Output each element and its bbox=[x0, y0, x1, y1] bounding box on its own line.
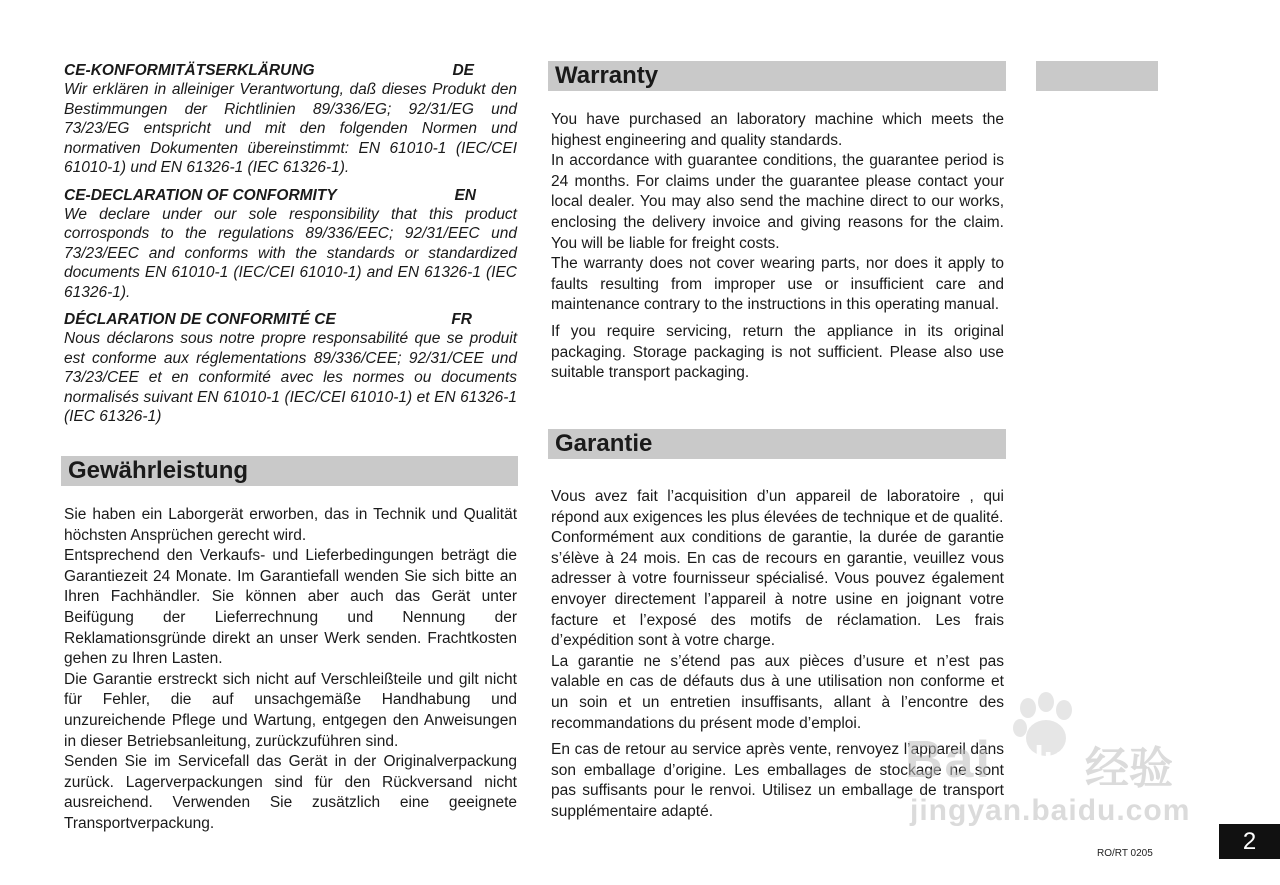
page-number: 2 bbox=[1219, 824, 1280, 859]
declaration-lang: EN bbox=[454, 186, 476, 204]
declaration-lang: DE bbox=[452, 62, 474, 79]
warranty-paragraph: You have purchased an laboratory machine which meets the highest engineering and quality standards. bbox=[551, 111, 1004, 149]
warranty-paragraph: If you require servicing, return the appliance in its original packaging. Storage packaging is not sufficient. Please also use suitable transport packaging. bbox=[551, 322, 1004, 382]
warranty-body bbox=[551, 110, 1004, 384]
watermark-url: jingyan.baidu.com bbox=[910, 794, 1191, 827]
watermark-du: du bbox=[1023, 740, 1065, 778]
declaration-text: Nous déclarons sous notre propre responsabilité que se produit est conforme aux réglementations 89/336/CEE; 92/31/CEE und 73/23/CEE et en conformité avec les normes ou documents normalisés suivant EN 61010-1 (IEC/CEI 61010-1) et EN 61326-1 (IEC 61326-1) bbox=[64, 330, 517, 425]
declaration-title: CE-KONFORMITÄTSERKLÄRUNG bbox=[64, 62, 315, 79]
gewaehrleistung-heading: Gewährleistung bbox=[61, 456, 518, 486]
garantie-heading: Garantie bbox=[548, 429, 1006, 459]
gewaehrleistung-body bbox=[64, 505, 517, 835]
blank-header-bar bbox=[1036, 61, 1158, 91]
declaration-title: CE-DECLARATION OF CONFORMITY bbox=[64, 186, 337, 204]
gewaehrleistung-paragraph: Senden Sie im Servicefall das Gerät in der Originalverpackung zurück. Lagerverpackungen sind für den Rückversand nicht ausreichend. Verwenden Sie zusätzlich eine geeignete Transportverpackung. bbox=[64, 753, 517, 832]
watermark-cn: 经验 bbox=[1085, 744, 1173, 793]
warranty-paragraph: In accordance with guarantee conditions, the guarantee period is 24 months. For claims under the guarantee please contact your local dealer. You may also send the machine direct to our works, enclosing the delivery invoice and giving reasons for the claim. You will be liable for freight costs. bbox=[551, 152, 1004, 252]
gewaehrleistung-paragraph: Entsprechend den Verkaufs- und Lieferbedingungen beträgt die Garantiezeit 24 Monate. Im Garantiefall wenden Sie sich bitte an Ihren Fachhändler. Sie können aber auch das Gerät unter Beifügung der Lieferrechnung und Nennung der Reklamationsgründe direkt an unser Werk senden. Frachtkosten gehen zu Ihren Lasten. bbox=[64, 547, 517, 668]
gewaehrleistung-paragraph: Sie haben ein Laborgerät erworben, das in Technik und Qualität höchsten Ansprüchen gerecht wird. bbox=[64, 506, 517, 544]
warranty-paragraph: The warranty does not cover wearing parts, nor does it apply to faults resulting from improper use or insufficient care and maintenance contrary to the instructions in this operating manual. bbox=[551, 255, 1004, 314]
declaration-text: Wir erklären in alleiniger Verantwortung, daß dieses Produkt den Bestimmungen der Richtlinien 89/336/EG; 92/31/EG und 73/23/EG entspricht und mit den folgenden Normen und normativen Dokumenten übereinstimmt: EN 61010-1 (IEC/CEI 61010-1) und EN 61326-1 (IEC 61326-1). bbox=[64, 81, 517, 176]
declaration-title: DÉCLARATION DE CONFORMITÉ CE bbox=[64, 311, 336, 328]
declaration-text: We declare under our sole responsibility that this product corrosponds to the regulations 89/336/EEC; 92/31/EEC und 73/23/EEC and conforms with the standards or standardized documents EN 61010-1 (IEC/CEI 61010-1) and EN 61326-1 (IEC 61326-1). bbox=[64, 205, 517, 301]
garantie-paragraph: En cas de retour au service après vente, renvoyez l’appareil dans son emballage d’origine. Les emballages de stockage ne sont pas suffisants pour le renvoi. Utilisez un emballage de transport supplémentaire adapté. bbox=[551, 741, 1004, 820]
garantie-paragraph: Conformément aux conditions de garantie, la durée de garantie s’élève à 24 mois. En cas de recours en garantie, veuillez vous adresser à votre fournisseur spécialisé. Vous pouvez également envoyer directement l’appareil à notre usine en joignant votre facture et l’exposé des motifs de réclamation. Les frais d’expédition sont à votre charge. bbox=[551, 529, 1004, 650]
declaration-lang: FR bbox=[451, 311, 472, 328]
garantie-paragraph: Vous avez fait l’acquisition d’un appareil de laboratoire , qui répond aux exigences les plus élevées de technique et de qualité. bbox=[551, 488, 1004, 526]
watermark-brand: Bai bbox=[905, 731, 992, 789]
baidu-watermark bbox=[905, 690, 1205, 840]
declaration-de bbox=[64, 61, 517, 178]
document-code: RO/RT 0205 bbox=[1097, 848, 1153, 859]
warranty-heading: Warranty bbox=[548, 61, 1006, 91]
garantie-paragraph: La garantie ne s’étend pas aux pièces d’usure et n’est pas valable en cas de défauts dus à une utilisation non conforme et un soin et un entretien insuffisants, allant à l’encontre des recommandations du présent mode d’emploi. bbox=[551, 652, 1004, 732]
gewaehrleistung-paragraph: Die Garantie erstreckt sich nicht auf Verschleißteile und gilt nicht für Fehler, die auf unsachgemäße Handhabung und unzureichende Pflege und Wartung, entgegen den Anweisungen in dieser Betriebsanleitung, zurückzuführen sind. bbox=[64, 670, 517, 750]
declaration-fr bbox=[64, 310, 517, 427]
declaration-en bbox=[64, 186, 517, 303]
conformity-declarations bbox=[64, 61, 517, 427]
